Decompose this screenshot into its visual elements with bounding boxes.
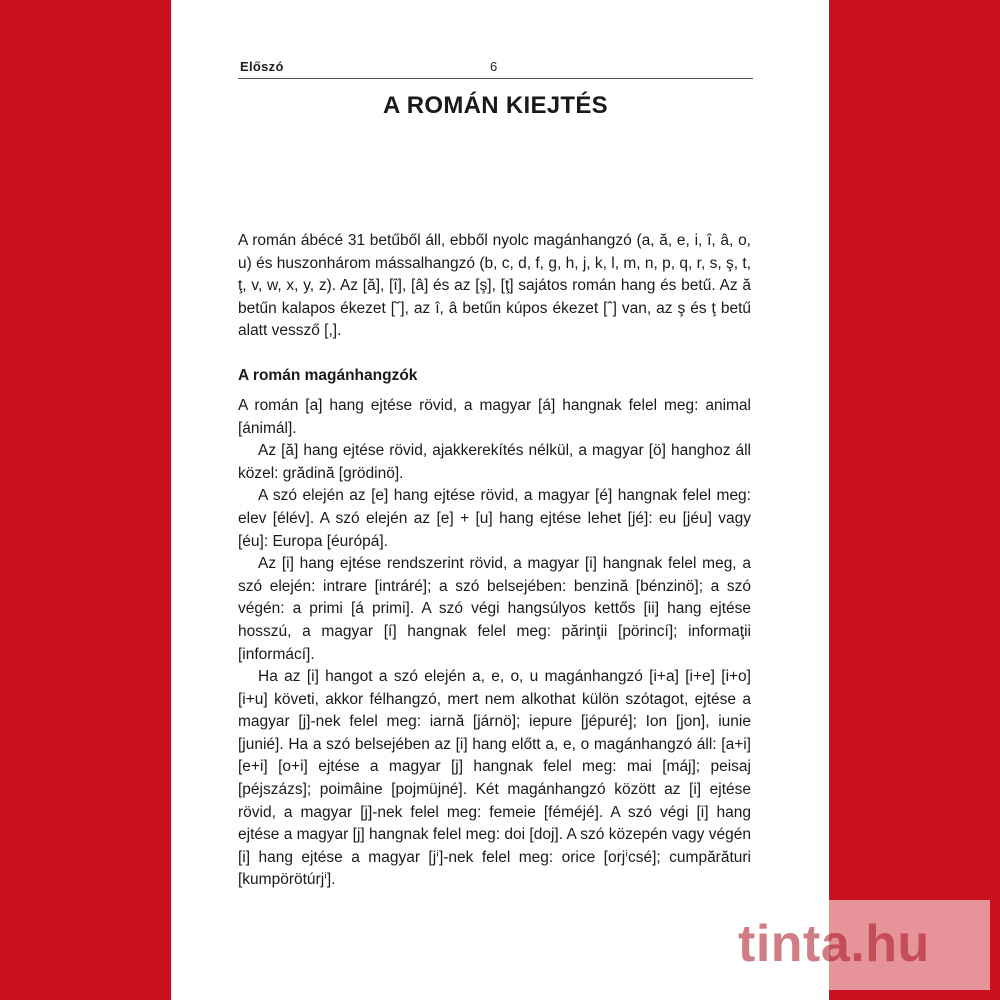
paragraph-3: A szó elején az [e] hang ejtése rövid, a magyar [é] hangnak felel meg: elev [élév]. A szó elején az [e] + [u] hang ejtése lehet [jé]: eu [jéu] vagy [éu]: Europa [éurópá].: [238, 487, 751, 550]
watermark: [728, 900, 990, 990]
chapter-title: A ROMÁN KIEJTÉS: [383, 92, 608, 119]
section-title: Előszó: [240, 59, 284, 74]
paragraph-2: Az [ă] hang ejtése rövid, ajakkerekítés nélkül, a magyar [ö] hanghoz áll közel: grădină [grödinö].: [238, 442, 751, 482]
page-number: 6: [490, 59, 498, 74]
subheading: A román magánhangzók: [238, 366, 418, 384]
running-header: [238, 58, 753, 79]
paragraph-5: Ha az [i] hangot a szó elején a, e, o, u magánhangzó [i+a] [i+e] [i+o] [i+u] követi, akkor félhangzó, mert nem alkothat külön szótagot, ejtése a magyar [j]-nek felel meg: iarnă [járnö]; iepure [jépuré]; Ion [jon], iunie [junié]. Ha a szó belsejében az [i] hang előtt a, e, o magánhangzó áll: [a+i] [e+i] [o+i] ejtése a magyar [j] hangnak felel meg: mai [máj]; peisaj [péjszázs]; poimâine [pojmüjné]. Két magánhangzó között az [i] ejtése rövid, a magyar [j]-nek felel meg: femeie [féméjé]. A szó végi [i] hang ejtése a magyar [j] hangnak felel meg: doi [doj]. A szó közepén vagy végén [i] hang ejtése a magyar [jⁱ]-nek felel meg: orice [orjⁱcsé]; cumpărături [kumpörötúrjⁱ].: [238, 668, 751, 889]
intro-paragraph: A román ábécé 31 betűből áll, ebből nyolc magánhangzó (a, ă, e, i, î, â, o, u) és huszonhárom mássalhangzó (b, c, d, f, g, h, j, k, l, m, n, p, q, r, s, ş, t, ţ, v, w, x, y, z). Az [ă], [î], [â] és az [ş], [ţ] sajátos román hang és betű. Az ă betűn kalapos ékezet [˘], az î, â betűn kúpos ékezet [ˆ] van, az ş és ţ betű alatt vessző [,].: [238, 232, 751, 340]
book-page: [171, 0, 829, 1000]
paragraph-1: A román [a] hang ejtése rövid, a magyar [á] hangnak felel meg: animal [ánimál].: [238, 396, 751, 437]
watermark-text: tinta.hu: [738, 915, 930, 973]
paragraph-4: Az [i] hang ejtése rendszerint rövid, a magyar [i] hangnak felel meg, a szó elején: intrare [intráré]; a szó belsejében: benzină [bénzinö]; a szó végén: a primi [á primi]. A szó végi hangsúlyos kettős [ii] hang ejtése hosszú, a magyar [í] hangnak felel meg: părinţii [pörincí]; informaţii [informácí].: [238, 555, 751, 663]
page-body: [238, 230, 751, 892]
